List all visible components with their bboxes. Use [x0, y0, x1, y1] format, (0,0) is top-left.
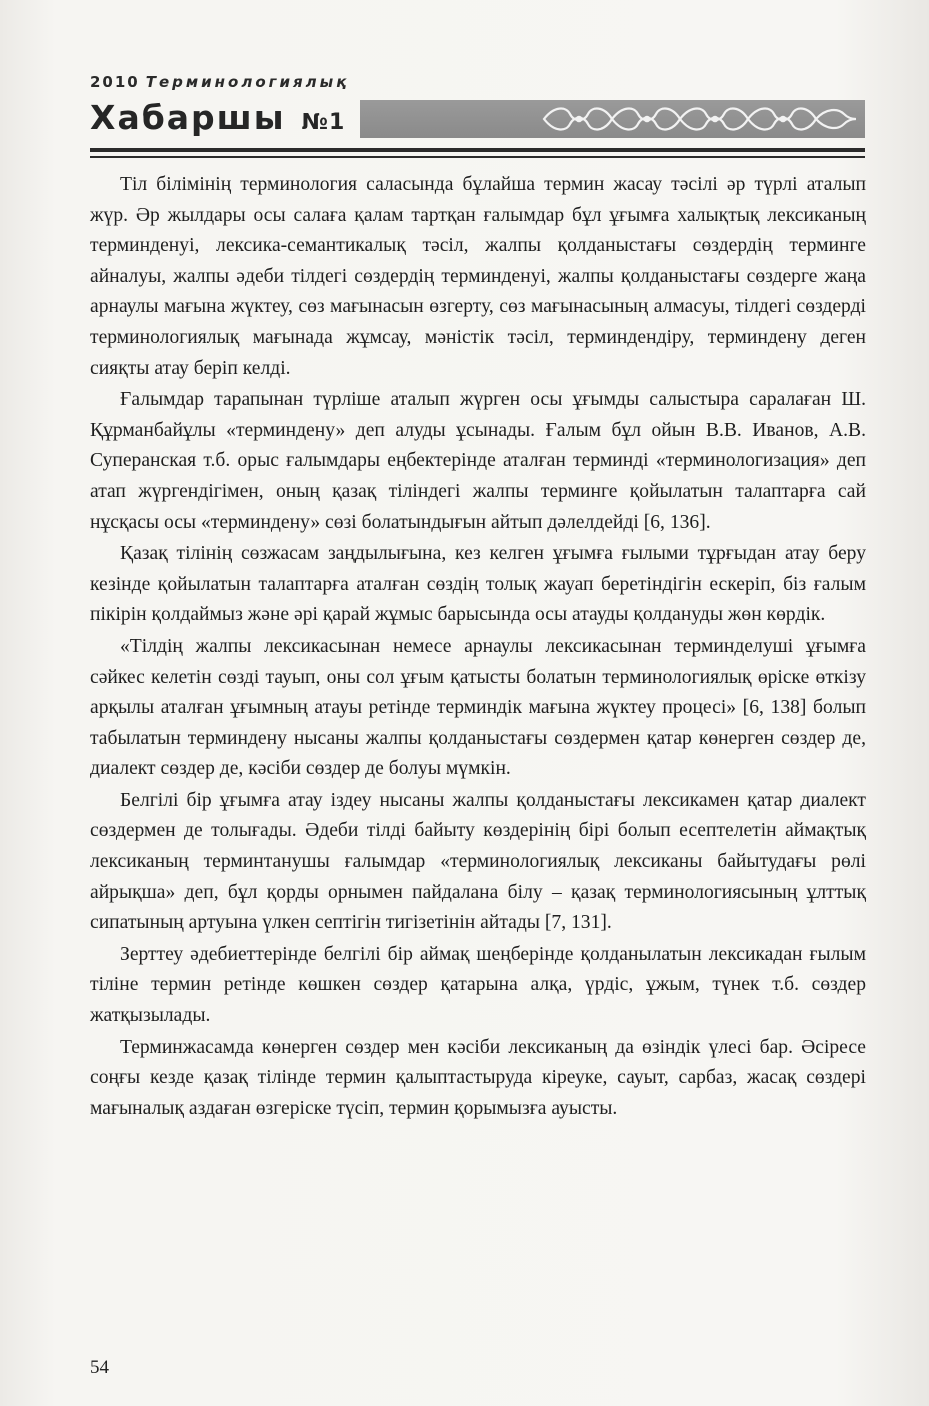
page-number: 54	[90, 1357, 109, 1378]
paragraph: Терминжасамда көнерген сөздер мен кәсіби лексиканың да өзіндік үлесі бар. Әсіресе соңғы кезде қазақ тілінде термин қалыптастыруда кіреуке, сауыт, сарбаз, жасақ сөздері мағыналық аздаған өзгеріске түсіп, термин қорымызға ауысты.	[90, 1036, 866, 1119]
journal-title: Хабаршы	[90, 98, 286, 137]
header-title-block	[90, 96, 345, 145]
paragraph: Тіл білімінің терминология саласында бұлайша термин жасау тәсілі әр түрлі аталып жүр. Әр жылдары осы салаға қалам тартқан ғалымдар бұл ұғымға халықтық лексиканың терминденуі, лексика-семантикалық тәсіл, жалпы қолданыстағы сөздердің терминге айналуы, жалпы әдеби тілдегі сөздердің терминденуі, жалпы қолданыстағы сөздерге жаңа арнаулы мағына жүктеу, сөз мағынасын өзгерту, сөз мағынасының алмасуы, тілдегі сөздерді терминологиялық мағынада жұмсау, мәністік тәсіл, терминдендіру, терминдену деген сияқты атау беріп келді.	[90, 174, 866, 379]
header-main-line	[90, 96, 865, 142]
paragraph: Белгілі бір ұғымға атау іздеу нысаны жалпы қолданыстағы лексикамен қатар диалект сөздермен де толығады. Әдеби тілді байыту көздерінің бірі болып есептелетін аймақтық лексиканың терминтанушы ғалымдар «терминологиялық лексиканы байытудағы рөлі айрықша» деп, бұл қорды орнымен пайдалана білу – қазақ терминологиясының ұлттық сипатының артуына үлкен септігін тигізетінін айтады [7, 131].	[90, 789, 866, 934]
ornament-band	[360, 100, 865, 138]
header-rule-thick	[90, 148, 865, 152]
paragraph: Ғалымдар тарапынан түрліше аталып жүрген осы ұғымды салыстыра саралаған Ш. Құрманбайұлы «терминдену» деп алуды ұсынады. Ғалым бұл ойын В.В. Иванов, А.В. Суперанская т.б. орыс ғалымдары еңбектерінде аталған терминді «терминологизация» деп атап жүргендігімен, оның қазақ тіліндегі жалпы терминге қойылатын талаптарға сай нұсқасы осы «терминдену» сөзі болатындығын айтып дәлелдейді [6, 136].	[90, 389, 866, 533]
header-top-line	[90, 72, 865, 92]
paragraph: «Тілдің жалпы лексикасынан немесе арнаулы лексикасынан терминделуші ұғымға сәйкес келетін сөзді тауып, оны сол ұғым қатысты болатын терминологиялық өріске өткізу арқылы аталған ұғымның атауы ретінде терминдік мағына жүктеу процесі» [6, 138] болып табылатын терминдену нысаны жалпы қолданыстағы сөздермен қатар көнерген сөздер де, диалект сөздер де, кәсіби сөздер де болуы мүмкін.	[90, 635, 866, 780]
kazakh-ornament-icon	[540, 102, 860, 136]
paragraph: Зерттеу әдебиеттерінде белгілі бір аймақ шеңберінде қолданылатын лексикадан ғылым тіліне термин ретінде көшкен сөздер қатарына алқа, үрдіс, ұжым, түнек т.б. сөздер жатқызылады.	[90, 943, 866, 1027]
header-journal-word: Терминологиялық	[145, 73, 350, 91]
header-rule-thin	[90, 156, 865, 158]
article-body	[90, 170, 866, 1125]
running-header	[90, 72, 865, 162]
paragraph: Қазақ тілінің сөзжасам заңдылығына, кез келген ұғымға ғылыми тұрғыдан атау беру кезінде қойылатын талаптарға аталған сөздің толық жауап беретіндігін ескеріп, біз ғалым пікірін қолдаймыз және әрі қарай жұмыс барысында осы атауды қолдануды жөн көрдік.	[90, 543, 866, 626]
issue-number: №1	[301, 110, 346, 135]
header-year: 2010	[90, 73, 140, 91]
